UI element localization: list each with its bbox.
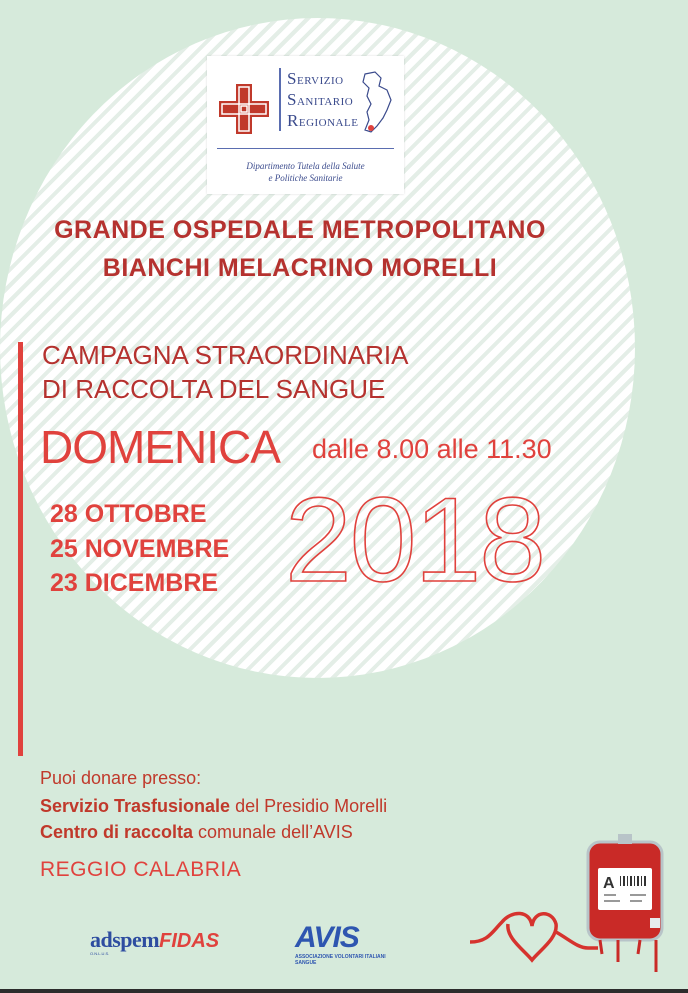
vertical-accent-bar [18,342,23,756]
adspem-fidas-logo: adspemFIDAS O.N.L.U.S. [90,927,220,956]
campaign-title-line1: CAMPAGNA STRAORDINARIA [42,340,409,370]
donate-intro: Puoi donare presso: [40,768,202,788]
hospital-name-line2: BIANCHI MELACRINO MORELLI [102,254,498,282]
hospital-name-line1: GRANDE OSPEDALE METROPOLITANO [54,216,546,244]
event-day: DOMENICA [40,421,280,473]
svg-text:A: A [603,875,615,892]
ssr-logo [207,56,404,194]
event-date: 28 OTTOBRE [50,500,207,528]
avis-logo: AVIS ASSOCIAZIONE VOLONTARI ITALIANI SANGUE [295,921,386,966]
logo-text: SERVIZIO SANITARIO REGIONALE [279,68,367,131]
blood-bag-heart-illustration [470,822,688,993]
event-year: 2018 [285,473,544,607]
city-name: REGGIO CALABRIA [40,858,242,881]
cross-icon [219,84,269,134]
donate-location-1: Servizio Trasfusionale del Presidio Morelli [40,796,388,816]
calabria-map-icon [357,70,399,140]
bottom-border [0,989,688,993]
event-hours: dalle 8.00 alle 11.30 [312,434,552,464]
logo-divider [217,148,394,149]
logo-department: Dipartimento Tutela della Salute e Politiche Sanitarie [246,161,365,183]
donate-location-2: Centro di raccolta comunale dell’AVIS [40,822,353,842]
event-date: 23 DICEMBRE [50,569,219,597]
campaign-title-line2: DI RACCOLTA DEL SANGUE [42,374,386,404]
event-date: 25 NOVEMBRE [50,535,230,563]
